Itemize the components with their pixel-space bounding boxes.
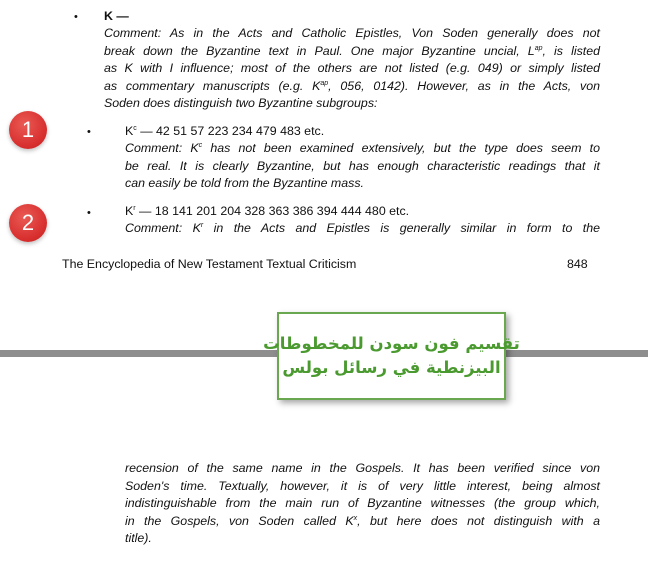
- footer-page-number: 848: [567, 257, 588, 271]
- k-comment: Comment: As in the Acts and Catholic Epistles, Von Soden generally does not break down the Byzantine text in Paul. One major Byzantine uncial, $L^{ap}$, is listed as K with I influence; most of the others are not listed (e.g. 049) or simply listed as commentary manuscripts (e.g. $K^{ap}$, 056, 0142). However, as in the Acts, von Soden does distinguish two Byzantine subgroups:: [104, 26, 600, 110]
- bullet: •: [87, 207, 91, 219]
- kc-manuscripts: $K^c$ — 42 51 57 223 234 479 483 etc.: [125, 124, 325, 138]
- kr-comment: Comment: $K^r$ in the Acts and Epistles is generally similar in form to the: [125, 221, 600, 235]
- callout-line-2: البيزنطية في رسائل بولس: [282, 358, 501, 377]
- callout-line-1: تقسيم فون سودن للمخطوطات: [263, 334, 520, 353]
- kc-comment: Comment: $K^c$ has not been examined extensively, but the type does seem to be real. It is clearly Byzantine, but has enough characteristic readings that it can easily be told from the Byzantine mass.: [125, 141, 601, 190]
- number-badge-1: 1: [9, 111, 47, 149]
- document-page-lower: recension of the same name in the Gospels. It has been verified since von Soden's time. Textually, however, it is of very little interest, being almost indistinguishable from the main run of Byzantine witnesses (the group which, in the Gospels, von Soden called $K^x$, but here does not distinguish with a title).: [125, 461, 600, 545]
- annotation-callout: [263, 312, 520, 400]
- k-heading: K —: [104, 9, 129, 23]
- bullet: •: [87, 126, 91, 138]
- number-badge-2: 2: [9, 204, 47, 242]
- footer-title: The Encyclopedia of New Testament Textual Criticism: [62, 257, 357, 271]
- kr-manuscripts: $K^r$ — 18 141 201 204 328 363 386 394 444 480 etc.: [125, 204, 410, 218]
- bullet: •: [74, 11, 78, 23]
